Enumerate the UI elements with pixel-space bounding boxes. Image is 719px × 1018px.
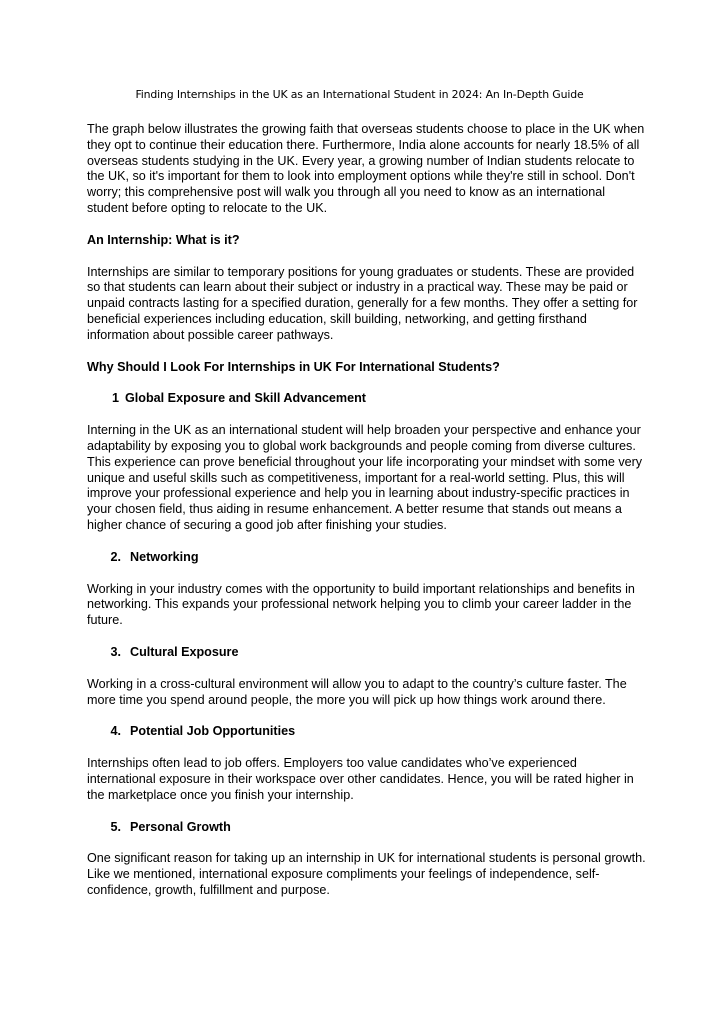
list-item-number: 4.	[110, 724, 121, 739]
list-item-number: 3.	[110, 644, 121, 659]
cultural-exposure-paragraph: Working in a cross-cultural environment will allow you to adapt to the country’s culture faster. The more time you spend around people, the more you will pick up how things work around there.	[87, 676, 627, 707]
personal-growth-paragraph: One significant reason for taking up an internship in UK for international students is personal growth. Like we mentioned, international exposure compliments your feelings of independence, self-confidence, growth, fulfillment and purpose.	[87, 851, 646, 897]
list-item-heading-cultural-exposure	[87, 645, 647, 661]
global-exposure-paragraph: Interning in the UK as an international student will help broaden your perspective and enhance your adaptability by exposing you to global work backgrounds and people coming from diverse cultures. This experience can prove beneficial throughout your life incorporating your mindset with some very unique and useful skills such as competitiveness, important for a real-world setting. Plus, this will improve your professional experience and help you in learning about industry-specific practices in your chosen field, thus aiding in resume enhancement. A better resume that stands out means a higher chance of securing a good job after finishing your studies.	[87, 423, 643, 532]
list-item-heading-networking	[87, 550, 647, 566]
list-item-number: 1	[111, 391, 119, 406]
job-opportunities-paragraph: Internships often lead to job offers. Employers too value candidates who’ve experienced international exposure in their workspace over other candidates. Hence, you will be rated higher in the marketplace once you finish your internship.	[87, 756, 634, 802]
list-item-title: Global Exposure and Skill Advancement	[125, 391, 366, 406]
list-item-number: 5.	[110, 819, 121, 834]
section-heading-internship: An Internship: What is it?	[87, 232, 240, 247]
list-item-title: Personal Growth	[130, 819, 231, 834]
list-item-heading-global-exposure	[87, 391, 647, 407]
list-item-heading-personal-growth	[87, 820, 647, 836]
list-item-number: 2.	[110, 549, 121, 564]
list-item-heading-job-opportunities	[87, 724, 647, 740]
list-item-title: Potential Job Opportunities	[130, 724, 296, 739]
list-item-title: Networking	[130, 549, 199, 564]
list-item-title: Cultural Exposure	[130, 644, 239, 659]
document-title: Finding Internships in the UK as an International Student in 2024: An In-Depth Guide	[135, 88, 584, 101]
section-heading-why-internships: Why Should I Look For Internships in UK For International Students?	[87, 359, 500, 374]
internship-definition-paragraph: Internships are similar to temporary positions for young graduates or students. These are provided so that students can learn about their subject or industry in a practical way. These may be paid or unpaid contracts lasting for a specified duration, generally for a few months. They offer a setting for beneficial experiences including education, skill building, networking, and getting firsthand information about possible career pathways.	[87, 264, 638, 342]
networking-paragraph: Working in your industry comes with the opportunity to build important relationships and benefits in networking. This expands your professional network helping you to climb your career ladder in the future.	[87, 581, 635, 628]
document-body	[87, 122, 647, 915]
intro-paragraph: The graph below illustrates the growing faith that overseas students choose to place in the UK when they opt to continue their education there. Furthermore, India alone accounts for nearly 18.5% of all overseas students studying in the UK. Every year, a growing number of Indian students relocate to the UK, so it's important for them to look into employment options while they're still in school. Don't worry; this comprehensive post will walk you through all you need to know as an international student before opting to relocate to the UK.	[87, 122, 645, 215]
